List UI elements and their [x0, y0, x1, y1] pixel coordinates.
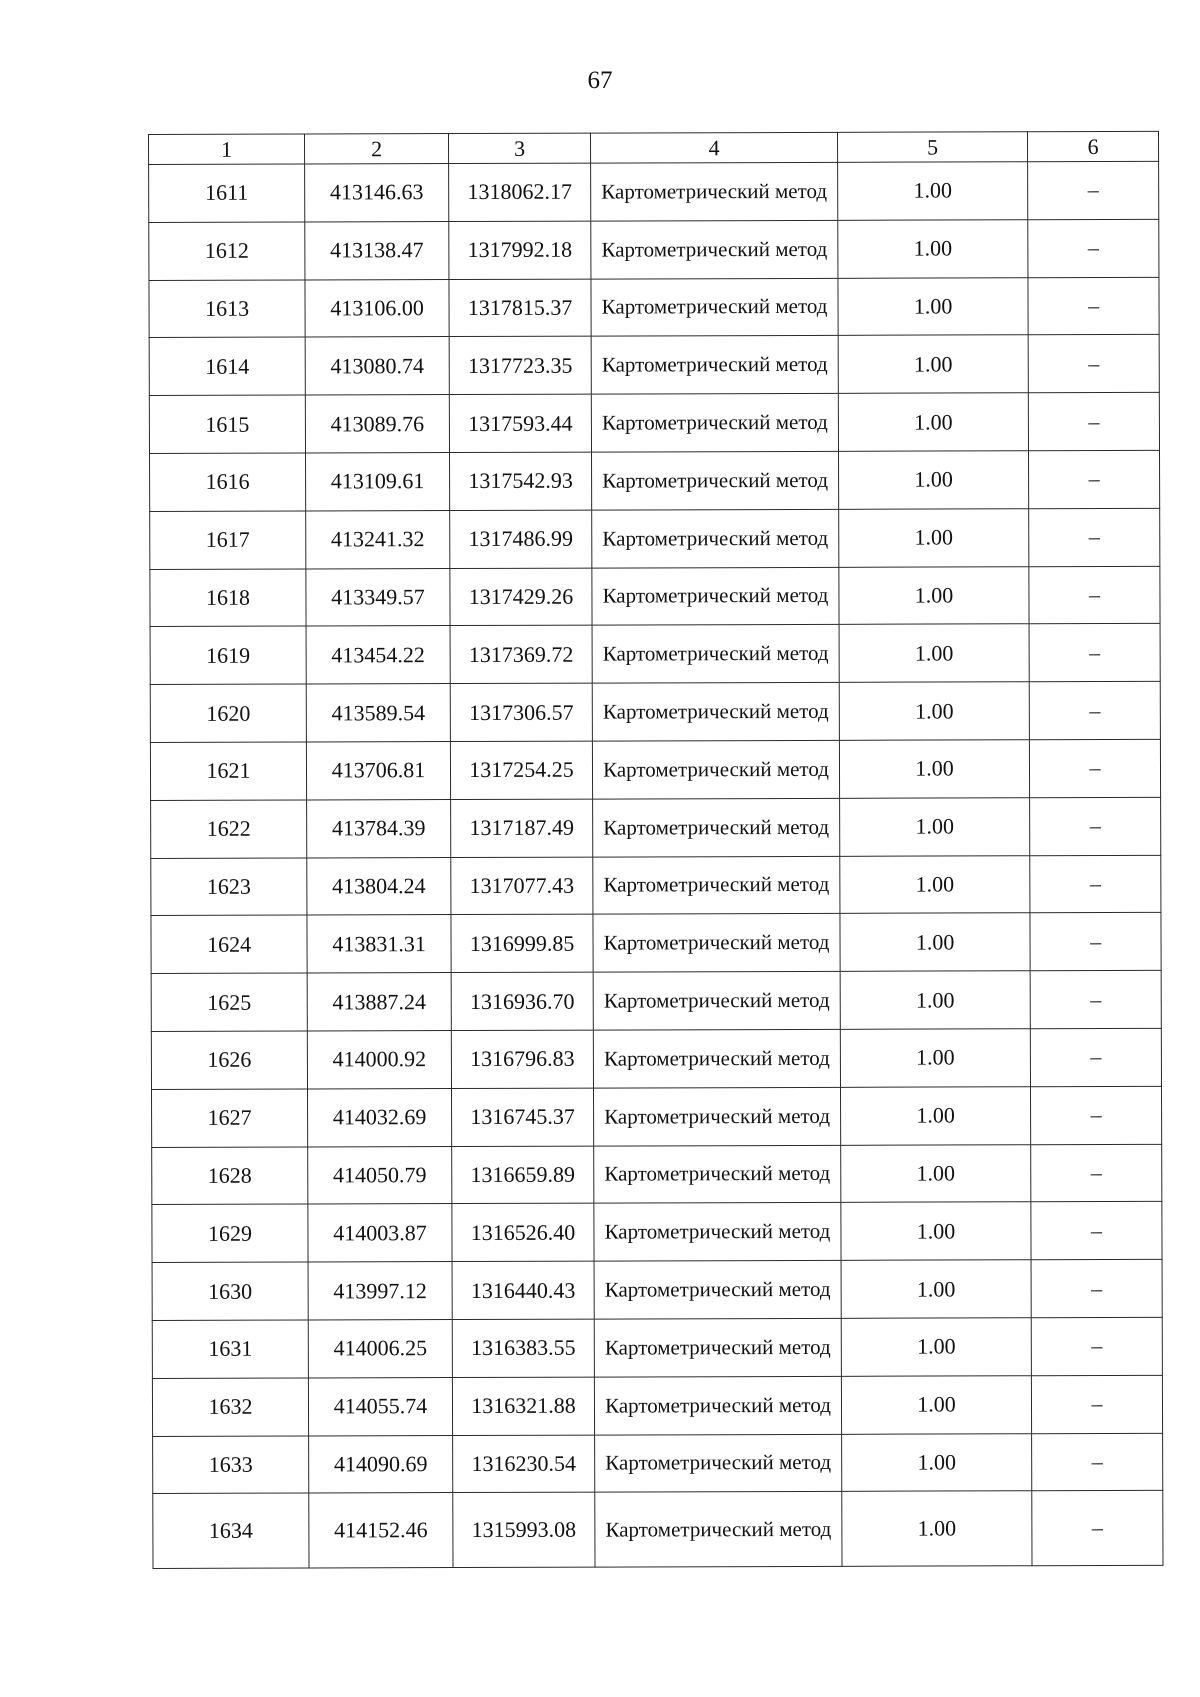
x-coordinate-cell: 413706.81 [306, 742, 450, 800]
note-cell: – [1029, 681, 1160, 739]
table-row [149, 277, 1159, 338]
method-cell [594, 1376, 841, 1435]
column-header: 1 [149, 134, 305, 164]
note-cell: – [1029, 624, 1160, 682]
table-row [152, 1317, 1162, 1378]
x-coordinate-cell: 413109.61 [306, 453, 450, 511]
note-cell: – [1028, 277, 1159, 335]
method-cell [592, 740, 839, 799]
method-cell [592, 509, 839, 568]
point-number-cell: 1627 [152, 1089, 308, 1147]
accuracy-cell: 1.00 [838, 393, 1028, 451]
x-coordinate-cell: 413589.54 [306, 684, 450, 742]
column-header: 4 [590, 132, 837, 163]
y-coordinate-cell: 1317992.18 [449, 221, 591, 279]
point-number-cell: 1620 [150, 684, 306, 742]
method-cell [594, 1260, 841, 1319]
table-row [150, 508, 1160, 569]
accuracy-cell: 1.00 [840, 971, 1030, 1029]
method-cell [595, 1492, 842, 1568]
y-coordinate-cell: 1316659.89 [452, 1146, 594, 1204]
point-number-cell: 1630 [152, 1262, 308, 1320]
note-cell: – [1031, 1317, 1162, 1375]
note-cell: – [1030, 913, 1161, 971]
accuracy-cell: 1.00 [840, 797, 1030, 855]
x-coordinate-cell: 413997.12 [308, 1262, 452, 1320]
point-number-cell: 1632 [152, 1378, 308, 1436]
accuracy-cell: 1.00 [841, 1144, 1031, 1202]
note-cell: – [1028, 161, 1159, 219]
accuracy-cell: 1.00 [840, 913, 1030, 971]
accuracy-cell: 1.00 [841, 1202, 1031, 1260]
x-coordinate-cell: 414055.74 [308, 1377, 452, 1435]
point-number-cell: 1634 [153, 1493, 309, 1568]
accuracy-cell: 1.00 [839, 682, 1029, 740]
method-text: Картометрический метод [603, 872, 830, 898]
method-cell [594, 1203, 841, 1262]
method-text: Картометрический метод [603, 756, 829, 782]
method-text: Картометрический метод [604, 1219, 831, 1244]
note-cell: – [1030, 855, 1161, 913]
y-coordinate-cell: 1316745.37 [451, 1088, 593, 1146]
y-coordinate-cell: 1317815.37 [449, 279, 591, 337]
method-text: Картометрический метод [604, 1103, 831, 1129]
point-number-cell: 1629 [152, 1204, 308, 1262]
x-coordinate-cell: 414003.87 [308, 1204, 452, 1262]
method-text: Картометрический метод [603, 814, 830, 840]
note-cell: – [1032, 1491, 1163, 1566]
method-cell [595, 1434, 842, 1493]
method-cell [591, 162, 838, 221]
column-header: 3 [449, 133, 591, 163]
accuracy-cell: 1.00 [838, 277, 1028, 335]
point-number-cell: 1628 [152, 1147, 308, 1205]
method-text: Картометрический метод [602, 698, 829, 724]
method-text: Картометрический метод [603, 1045, 830, 1071]
x-coordinate-cell: 414050.79 [308, 1146, 452, 1204]
note-cell: – [1030, 970, 1161, 1028]
note-cell: – [1031, 1144, 1162, 1202]
y-coordinate-cell: 1316440.43 [452, 1261, 594, 1319]
accuracy-cell: 1.00 [841, 1318, 1031, 1376]
accuracy-cell: 1.00 [841, 1260, 1031, 1318]
accuracy-cell: 1.00 [840, 1029, 1030, 1087]
note-cell: – [1028, 335, 1159, 393]
method-text: Картометрический метод [603, 987, 830, 1013]
point-number-cell: 1613 [149, 280, 305, 338]
table-row [150, 624, 1160, 685]
method-text: Картометрический метод [601, 236, 828, 262]
y-coordinate-cell: 1317306.57 [450, 683, 592, 741]
table-row [152, 1086, 1162, 1147]
note-cell: – [1032, 1433, 1163, 1491]
accuracy-cell: 1.00 [841, 1375, 1031, 1433]
table-row [149, 335, 1159, 396]
x-coordinate-cell: 414032.69 [308, 1088, 452, 1146]
x-coordinate-cell: 413080.74 [305, 337, 449, 395]
y-coordinate-cell: 1316999.85 [451, 914, 593, 972]
point-number-cell: 1614 [149, 337, 305, 395]
y-coordinate-cell: 1316936.70 [451, 972, 593, 1030]
x-coordinate-cell: 413831.31 [307, 915, 451, 973]
x-coordinate-cell: 413454.22 [306, 626, 450, 684]
y-coordinate-cell: 1316321.88 [452, 1377, 594, 1435]
method-text: Картометрический метод [604, 1276, 831, 1302]
x-coordinate-cell: 413241.32 [306, 510, 450, 568]
accuracy-cell: 1.00 [838, 162, 1028, 220]
table-row [151, 1028, 1161, 1089]
method-cell [593, 856, 840, 915]
table-row [152, 1259, 1162, 1320]
point-number-cell: 1622 [151, 800, 307, 858]
x-coordinate-cell: 414152.46 [309, 1493, 453, 1568]
y-coordinate-cell: 1317723.35 [449, 336, 591, 394]
table-row [150, 681, 1160, 742]
accuracy-cell: 1.00 [839, 740, 1029, 798]
table-row [149, 219, 1159, 280]
table-row [153, 1433, 1163, 1494]
note-cell: – [1029, 508, 1160, 566]
table-row [152, 1202, 1162, 1263]
x-coordinate-cell: 413887.24 [307, 973, 451, 1031]
note-cell: – [1031, 1202, 1162, 1260]
method-text: Картометрический метод [605, 1516, 832, 1542]
x-coordinate-cell: 414090.69 [309, 1435, 453, 1493]
table-body [149, 161, 1163, 1568]
y-coordinate-cell: 1316383.55 [452, 1319, 594, 1377]
x-coordinate-cell: 413146.63 [305, 164, 449, 222]
method-text: Картометрический метод [603, 930, 830, 955]
point-number-cell: 1633 [153, 1436, 309, 1494]
table-row [150, 450, 1160, 511]
accuracy-cell: 1.00 [842, 1491, 1032, 1567]
note-cell: – [1029, 739, 1160, 797]
point-number-cell: 1623 [151, 858, 307, 916]
method-text: Картометрический метод [601, 178, 828, 204]
y-coordinate-cell: 1317429.26 [450, 568, 592, 626]
method-cell [591, 394, 838, 453]
y-coordinate-cell: 1317077.43 [451, 857, 593, 915]
method-cell [593, 1029, 840, 1088]
accuracy-cell: 1.00 [839, 624, 1029, 682]
table-row [150, 739, 1160, 800]
method-cell [592, 625, 839, 684]
note-cell: – [1028, 219, 1159, 277]
method-cell [591, 278, 838, 337]
column-header: 2 [305, 134, 449, 164]
accuracy-cell: 1.00 [840, 1086, 1030, 1144]
y-coordinate-cell: 1316230.54 [453, 1435, 595, 1493]
point-number-cell: 1615 [149, 395, 305, 453]
method-cell [593, 914, 840, 973]
note-cell: – [1029, 566, 1160, 624]
method-cell [594, 1318, 841, 1377]
method-cell [593, 1087, 840, 1146]
table-row [149, 393, 1159, 454]
x-coordinate-cell: 413138.47 [305, 221, 449, 279]
method-cell [591, 220, 838, 279]
method-text: Картометрический метод [604, 1161, 831, 1187]
x-coordinate-cell: 413106.00 [305, 279, 449, 337]
point-number-cell: 1611 [149, 164, 305, 222]
method-cell [593, 971, 840, 1030]
method-text: Картометрический метод [601, 409, 828, 435]
method-text: Картометрический метод [602, 583, 829, 609]
method-text: Картометрический метод [602, 641, 829, 666]
accuracy-cell: 1.00 [839, 509, 1029, 567]
accuracy-cell: 1.00 [839, 566, 1029, 624]
method-text: Картометрический метод [604, 1334, 831, 1360]
note-cell: – [1030, 797, 1161, 855]
accuracy-cell: 1.00 [838, 220, 1028, 278]
method-text: Картометрический метод [601, 294, 828, 320]
note-cell: – [1031, 1375, 1162, 1433]
x-coordinate-cell: 413349.57 [306, 568, 450, 626]
table-row [149, 161, 1159, 222]
point-number-cell: 1616 [150, 453, 306, 511]
x-coordinate-cell: 414006.25 [308, 1319, 452, 1377]
x-coordinate-cell: 414000.92 [307, 1031, 451, 1089]
note-cell: – [1030, 1028, 1161, 1086]
note-cell: – [1031, 1259, 1162, 1317]
y-coordinate-cell: 1317187.49 [451, 799, 593, 857]
table-row [151, 970, 1161, 1031]
column-header: 6 [1027, 131, 1158, 161]
table-row [150, 566, 1160, 627]
point-number-cell: 1618 [150, 569, 306, 627]
y-coordinate-cell: 1315993.08 [453, 1492, 595, 1567]
point-number-cell: 1617 [150, 511, 306, 569]
method-text: Картометрический метод [605, 1392, 831, 1418]
point-number-cell: 1631 [152, 1320, 308, 1378]
accuracy-cell: 1.00 [842, 1433, 1032, 1491]
point-number-cell: 1621 [150, 742, 306, 800]
y-coordinate-cell: 1318062.17 [449, 163, 591, 221]
method-cell [592, 683, 839, 742]
y-coordinate-cell: 1316796.83 [451, 1030, 593, 1088]
y-coordinate-cell: 1316526.40 [452, 1203, 594, 1261]
table-row [151, 855, 1161, 916]
table-row [152, 1144, 1162, 1205]
point-number-cell: 1625 [151, 973, 307, 1031]
y-coordinate-cell: 1317254.25 [450, 741, 592, 799]
note-cell: – [1030, 1086, 1161, 1144]
method-cell [591, 336, 838, 395]
table-row [152, 1375, 1162, 1436]
table-row [151, 913, 1161, 974]
y-coordinate-cell: 1317486.99 [450, 510, 592, 568]
x-coordinate-cell: 413784.39 [307, 799, 451, 857]
table-row [153, 1491, 1163, 1569]
accuracy-cell: 1.00 [840, 855, 1030, 913]
point-number-cell: 1626 [151, 1031, 307, 1089]
column-header: 5 [837, 132, 1027, 163]
page-number: 67 [587, 67, 613, 94]
method-text: Картометрический метод [602, 525, 829, 551]
method-cell [593, 798, 840, 857]
method-cell [592, 451, 839, 510]
x-coordinate-cell: 413804.24 [307, 857, 451, 915]
method-text: Картометрический метод [605, 1450, 832, 1475]
point-number-cell: 1612 [149, 222, 305, 280]
point-number-cell: 1624 [151, 915, 307, 973]
coordinates-table [148, 131, 1164, 1569]
accuracy-cell: 1.00 [839, 451, 1029, 509]
method-text: Картометрический метод [602, 467, 829, 493]
y-coordinate-cell: 1317542.93 [450, 452, 592, 510]
method-cell [592, 567, 839, 626]
y-coordinate-cell: 1317369.72 [450, 625, 592, 683]
note-cell: – [1028, 393, 1159, 451]
point-number-cell: 1619 [150, 626, 306, 684]
note-cell: – [1028, 450, 1159, 508]
accuracy-cell: 1.00 [838, 335, 1028, 393]
x-coordinate-cell: 413089.76 [305, 395, 449, 453]
y-coordinate-cell: 1317593.44 [449, 394, 591, 452]
method-text: Картометрический метод [601, 352, 828, 377]
table-header-row [149, 131, 1159, 164]
method-cell [594, 1145, 841, 1204]
table-row [151, 797, 1161, 858]
